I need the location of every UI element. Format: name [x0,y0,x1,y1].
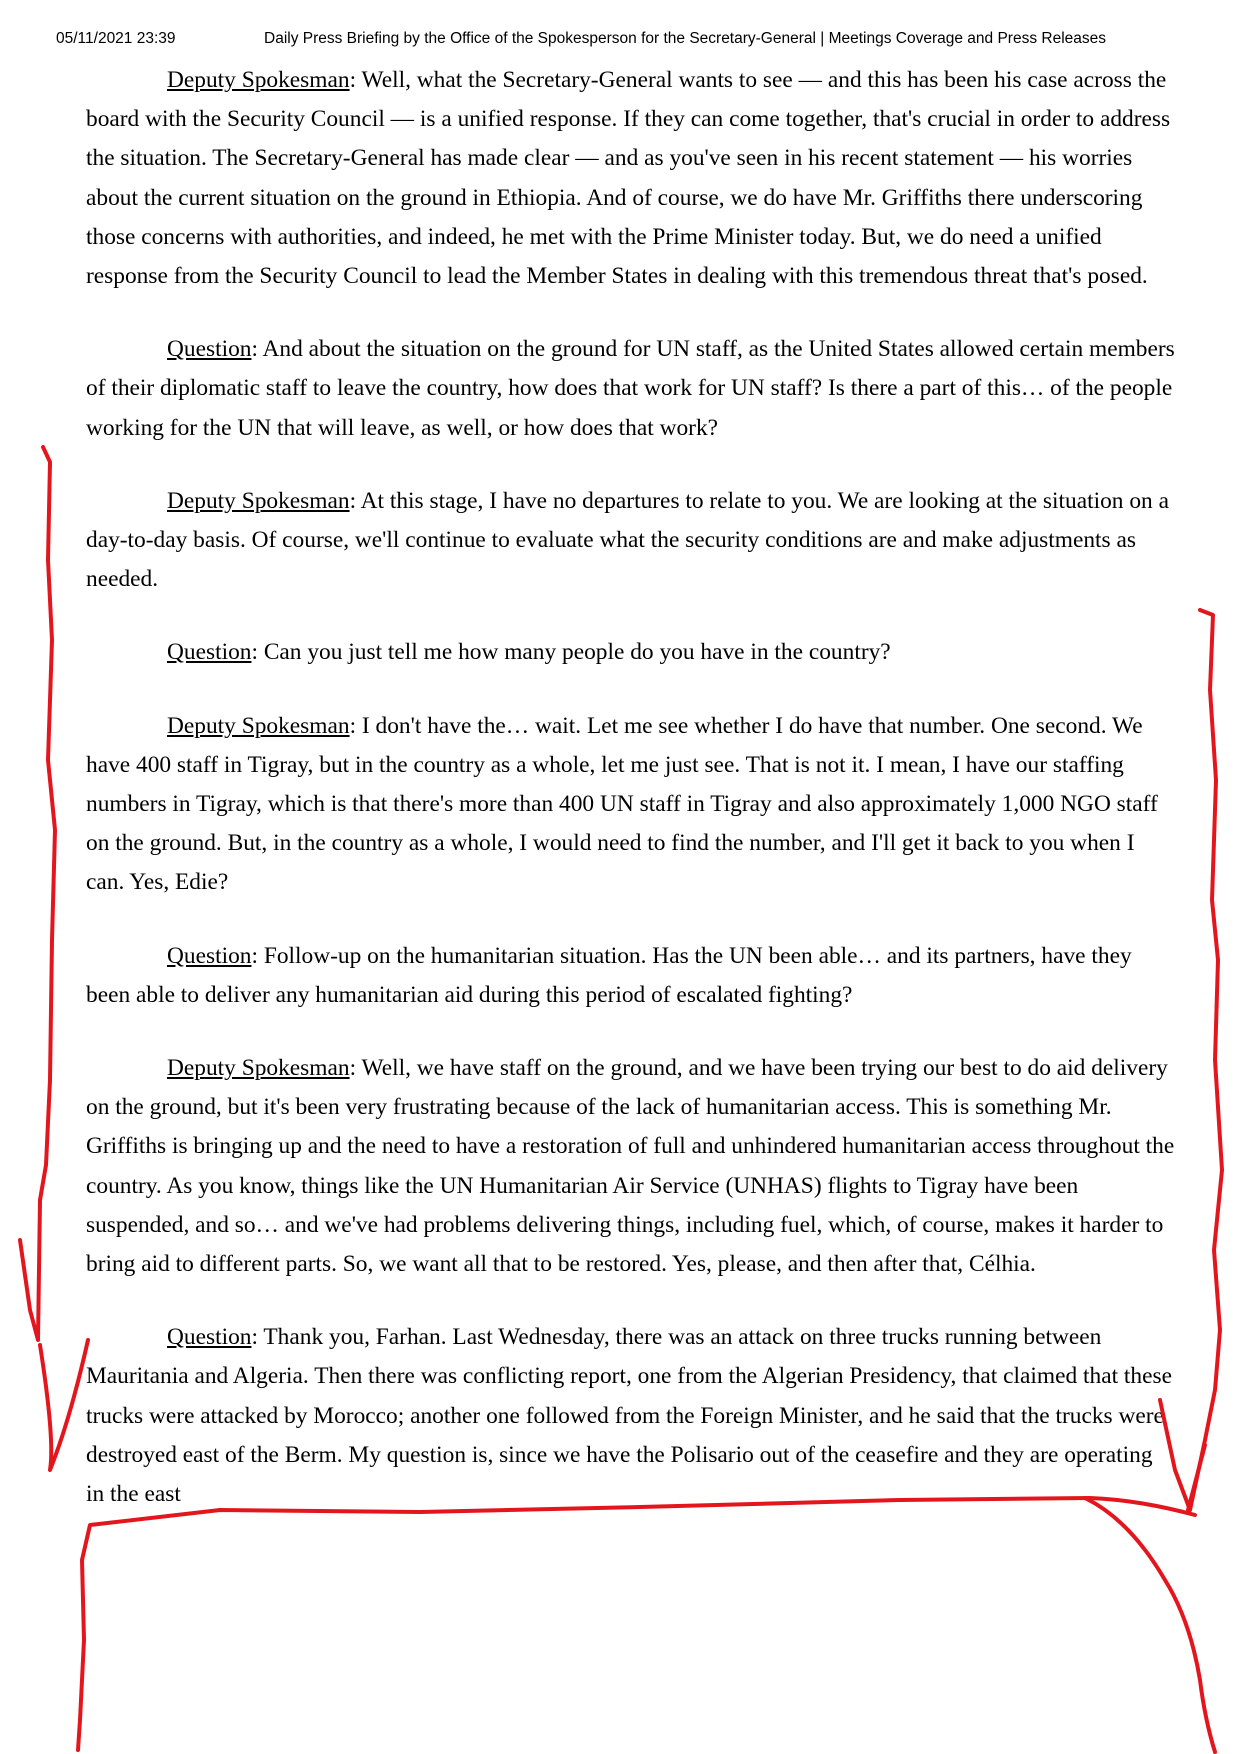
left-margin-bracket [20,447,55,1340]
briefing-transcript [86,61,1176,1548]
transcript-paragraph [86,1318,1176,1514]
right-bracket-tail [1188,1445,1205,1510]
speaker-label: Question [167,639,252,666]
paragraph-text: : I don't have the… wait. Let me see whether I do have that number. One second. We have 400 staff in Tigray, but in the country as a whole, let me just see. That is not it. I mean, I have our staffing numbers in Tigray, which is that there's more than 400 UN staff in Tigray and also approximately 1,000 NGO staff on the ground. But, in the country as a whole, I would need to find the number, and I'll get it back to you when I can. Yes, Edie? [86,712,1158,896]
paragraph-text: : Can you just tell me how many people do you have in the country? [251,639,891,666]
speaker-label: Question [167,336,252,363]
transcript-paragraph [86,937,1176,1015]
transcript-paragraph [86,1049,1176,1284]
transcript-paragraph [86,707,1176,903]
transcript-paragraph [86,330,1176,448]
speaker-label: Question [167,942,252,969]
document-title: Daily Press Briefing by the Office of the Spokesperson for the Secretary-General | Meetings Coverage and Press Releases [264,30,1107,47]
speaker-label: Deputy Spokesman [167,1055,350,1082]
paragraph-text: : Follow-up on the humanitarian situation. Has the UN been able… and its partners, have they been able to deliver any humanitarian aid during this period of escalated fighting? [86,942,1132,1008]
left-bracket-hook [40,1340,88,1470]
paragraph-text: : At this stage, I have no departures to relate to you. We are looking at the situation on a day-to-day basis. Of course, we'll continue to evaluate what the security conditions are and make adjustments as needed. [86,487,1169,593]
paragraph-text: : And about the situation on the ground for UN staff, as the United States allowed certain members of their diplomatic staff to leave the country, how does that work for UN staff? Is there a part of this… of the people working for the UN that will leave, as well, or how does that work? [86,336,1175,441]
transcript-paragraph [86,61,1176,296]
speaker-label: Question [167,1324,252,1351]
transcript-paragraph [86,482,1176,600]
paragraph-text: : Well, what the Secretary-General wants to see — and this has been his case across the board with the Security Council — is a unified response. If they can come together, that's crucial in order to address the situation. The Secretary-General has made clear — and as you've seen in his recent statement — his worries about the current situation on the ground in Ethiopia. And of course, we do have Mr. Griffiths there underscoring those concerns with authorities, and indeed, he met with the Prime Minister today. But, we do need a unified response from the Security Council to lead the Member States in dealing with this tremendous threat that's posed. [86,67,1171,290]
speaker-label: Deputy Spokesman [167,712,350,739]
transcript-paragraph [86,633,1176,672]
paragraph-text: : Well, we have staff on the ground, and we have been trying our best to do aid delivery on the ground, but it's been very frustrating because of the lack of humanitarian access. This is something Mr. Griffiths is bringing up and the need to have a restoration of full and unhindered humanitarian access throughout the country. As you know, things like the UN Humanitarian Air Service (UNHAS) flights to Tigray have been suspended, and so… and we've had problems delivering things, including fuel, which, of course, makes it harder to bring aid to different parts. So, we want all that to be restored. Yes, please, and then after that, Célhia. [86,1055,1175,1278]
speaker-label: Deputy Spokesman [167,67,350,93]
page-header [0,30,1242,50]
speaker-label: Deputy Spokesman [167,487,350,514]
paragraph-text: : Thank you, Farhan. Last Wednesday, there was an attack on three trucks running between Mauritania and Algeria. Then there was conflicting report, one from the Algerian Presidency, that claimed that these trucks were attacked by Morocco; another one followed from the Foreign Minister, and he said that the trucks were destroyed east of the Berm. My question is, since we have the Polisario out of the ceasefire and they are operating in the east [86,1324,1172,1508]
print-datetime: 05/11/2021 23:39 [56,30,176,47]
